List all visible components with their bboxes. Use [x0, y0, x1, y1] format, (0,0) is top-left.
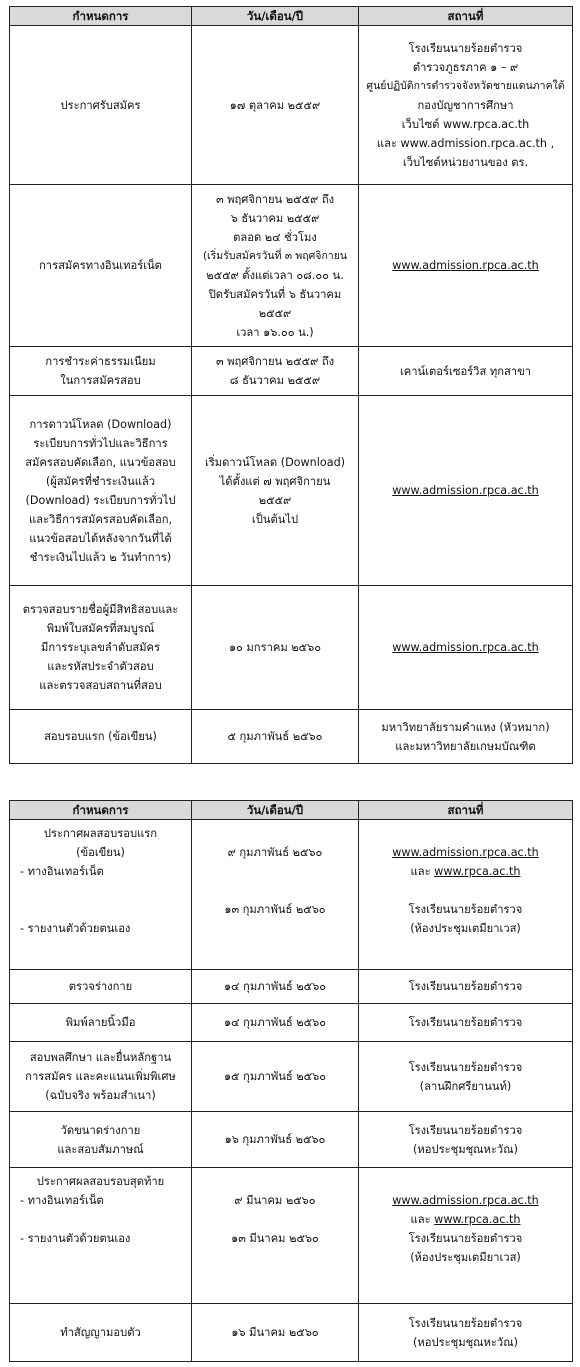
date-cell: ๑๔ กุมภาพันธ์ ๒๕๖๐ — [192, 970, 359, 1004]
table-row — [10, 586, 573, 710]
event-cell: ประกาศผลสอบรอบแรก (ข้อเขียน) - ทางอินเทอร์เน็ต - รายงานตัวด้วยตนเอง — [10, 820, 192, 970]
place-cell: มหาวิทยาลัยรามคำแหง (หัวหมาก) และมหาวิทยาลัยเกษมบัณฑิต — [359, 710, 573, 764]
place-cell: โรงเรียนนายร้อยตำรวจ (หอประชุมชุณหะวัณ) — [359, 1112, 573, 1168]
event-cell: สอบพลศึกษา และยื่นหลักฐาน การสมัคร และคะแนนเพิ่มพิเศษ (ฉบับจริง พร้อมสำเนา) — [10, 1042, 192, 1112]
place-cell: โรงเรียนนายร้อยตำรวจ (หอประชุมชุณหะวัณ) — [359, 1304, 573, 1362]
place-cell: โรงเรียนนายร้อยตำรวจ (ลานฝึกศรียานนท์) — [359, 1042, 573, 1112]
date-cell: ๙ มีนาคม ๒๕๖๐ ๑๓ มีนาคม ๒๕๖๐ — [192, 1168, 359, 1304]
admission-link[interactable]: www.admission.rpca.ac.th — [392, 259, 539, 272]
table-row — [10, 1004, 573, 1042]
event-cell: การดาวน์โหลด (Download) ระเบียบการทั่วไปและวิธีการ สมัครสอบคัดเลือก, แนวข้อสอบ (ผู้สมัครที่ชำระเงินแล้ว (Download) ระเบียบการทั่วไป และวิธีการสมัครสอบคัดเลือก, แนวข้อสอบได้หลังจากวันที่ได้ ชำระเงินไปแล้ว ๒ วันทำการ) — [10, 396, 192, 586]
admission-link[interactable]: www.admission.rpca.ac.th — [392, 484, 539, 497]
admission-link[interactable]: www.admission.rpca.ac.th — [392, 1194, 539, 1207]
event-cell: พิมพ์ลายนิ้วมือ — [10, 1004, 192, 1042]
table-row — [10, 1304, 573, 1362]
date-cell: เริ่มดาวน์โหลด (Download) ได้ตั้งแต่ ๗ พฤศจิกายน ๒๕๕๙ เป็นต้นไป — [192, 396, 359, 586]
header-date: วัน/เดือน/ปี — [192, 801, 359, 820]
place-cell — [359, 586, 573, 710]
website-link[interactable]: www.rpca.ac.th — [434, 1213, 521, 1226]
schedule-table-2 — [9, 800, 573, 1362]
table-row — [10, 1042, 573, 1112]
event-cell: ทำสัญญามอบตัว — [10, 1304, 192, 1362]
table-header — [10, 7, 573, 26]
header-schedule: กำหนดการ — [10, 801, 192, 820]
date-cell: ๕ กุมภาพันธ์ ๒๕๖๐ — [192, 710, 359, 764]
admission-link[interactable]: www.admission.rpca.ac.th — [392, 641, 539, 654]
event-cell: ตรวจร่างกาย — [10, 970, 192, 1004]
table-row — [10, 970, 573, 1004]
place-cell — [359, 396, 573, 586]
date-cell: ๑๔ กุมภาพันธ์ ๒๕๖๐ — [192, 1004, 359, 1042]
table-row — [10, 820, 573, 970]
place-cell: โรงเรียนนายร้อยตำรวจ — [359, 1004, 573, 1042]
website-link[interactable]: www.rpca.ac.th — [434, 865, 521, 878]
date-cell: ๑๕ กุมภาพันธ์ ๒๕๖๐ — [192, 1042, 359, 1112]
header-schedule: กำหนดการ — [10, 7, 192, 26]
date-cell: ๑๐ มกราคม ๒๕๖๐ — [192, 586, 359, 710]
event-cell: ประกาศรับสมัคร — [10, 26, 192, 185]
date-cell: ๙ กุมภาพันธ์ ๒๕๖๐ ๑๓ กุมภาพันธ์ ๒๕๖๐ — [192, 820, 359, 970]
admission-link[interactable]: www.admission.rpca.ac.th — [392, 846, 539, 859]
date-cell: ๑๗ ตุลาคม ๒๕๕๙ — [192, 26, 359, 185]
place-cell: www.admission.rpca.ac.th และ www.rpca.ac.th โรงเรียนนายร้อยตำรวจ (ห้องประชุมเตมียาเวส) — [359, 820, 573, 970]
table-row — [10, 347, 573, 396]
event-cell: วัดขนาดร่างกาย และสอบสัมภาษณ์ — [10, 1112, 192, 1168]
header-place: สถานที่ — [359, 7, 573, 26]
table-row — [10, 26, 573, 185]
event-cell: การสมัครทางอินเทอร์เน็ต — [10, 185, 192, 347]
header-place: สถานที่ — [359, 801, 573, 820]
place-cell: www.admission.rpca.ac.th และ www.rpca.ac.th โรงเรียนนายร้อยตำรวจ (ห้องประชุมเตมียาเวส) — [359, 1168, 573, 1304]
event-cell: การชำระค่าธรรมเนียม ในการสมัครสอบ — [10, 347, 192, 396]
date-cell: ๑๖ มีนาคม ๒๕๖๐ — [192, 1304, 359, 1362]
date-cell: ๓ พฤศจิกายน ๒๕๕๙ ถึง ๖ ธันวาคม ๒๕๕๙ ตลอด ๒๔ ชั่วโมง (เริ่มรับสมัครวันที่ ๓ พฤศจิกายน ๒๕๕๙ ตั้งแต่เวลา ๐๘.๐๐ น. ปิดรับสมัครวันที่ ๖ ธันวาคม ๒๕๕๙ เวลา ๑๖.๐๐ น.) — [192, 185, 359, 347]
event-cell: สอบรอบแรก (ข้อเขียน) — [10, 710, 192, 764]
table-row — [10, 1112, 573, 1168]
event-cell: ประกาศผลสอบรอบสุดท้าย - ทางอินเทอร์เน็ต - รายงานตัวด้วยตนเอง — [10, 1168, 192, 1304]
table-row — [10, 1168, 573, 1304]
date-cell: ๓ พฤศจิกายน ๒๕๕๙ ถึง ๘ ธันวาคม ๒๕๕๙ — [192, 347, 359, 396]
place-cell: โรงเรียนนายร้อยตำรวจ — [359, 970, 573, 1004]
table-row — [10, 396, 573, 586]
place-cell: โรงเรียนนายร้อยตำรวจ ตำรวจภูธรภาค ๑ – ๙ ศูนย์ปฏิบัติการตำรวจจังหวัดชายแดนภาคใต้ กองบัญชาการศึกษา เว็บไซต์ www.rpca.ac.th และ www.admission.rpca.ac.th , เว็บไซต์หน่วยงานของ ตร. — [359, 26, 573, 185]
schedule-table-1 — [9, 6, 573, 764]
date-cell: ๑๖ กุมภาพันธ์ ๒๕๖๐ — [192, 1112, 359, 1168]
header-date: วัน/เดือน/ปี — [192, 7, 359, 26]
admission-link[interactable]: และ www.admission.rpca.ac.th , — [376, 136, 555, 150]
table-row — [10, 185, 573, 347]
place-cell — [359, 185, 573, 347]
event-cell: ตรวจสอบรายชื่อผู้มีสิทธิสอบและ พิมพ์ใบสมัครที่สมบูรณ์ มีการระบุเลขลำดับสมัคร และรหัสประจำตัวสอบ และตรวจสอบสถานที่สอบ — [10, 586, 192, 710]
place-cell: เคาน์เตอร์เซอร์วิส ทุกสาขา — [359, 347, 573, 396]
table-row — [10, 710, 573, 764]
table-header — [10, 801, 573, 820]
website-link[interactable]: เว็บไซต์ www.rpca.ac.th — [401, 117, 530, 131]
